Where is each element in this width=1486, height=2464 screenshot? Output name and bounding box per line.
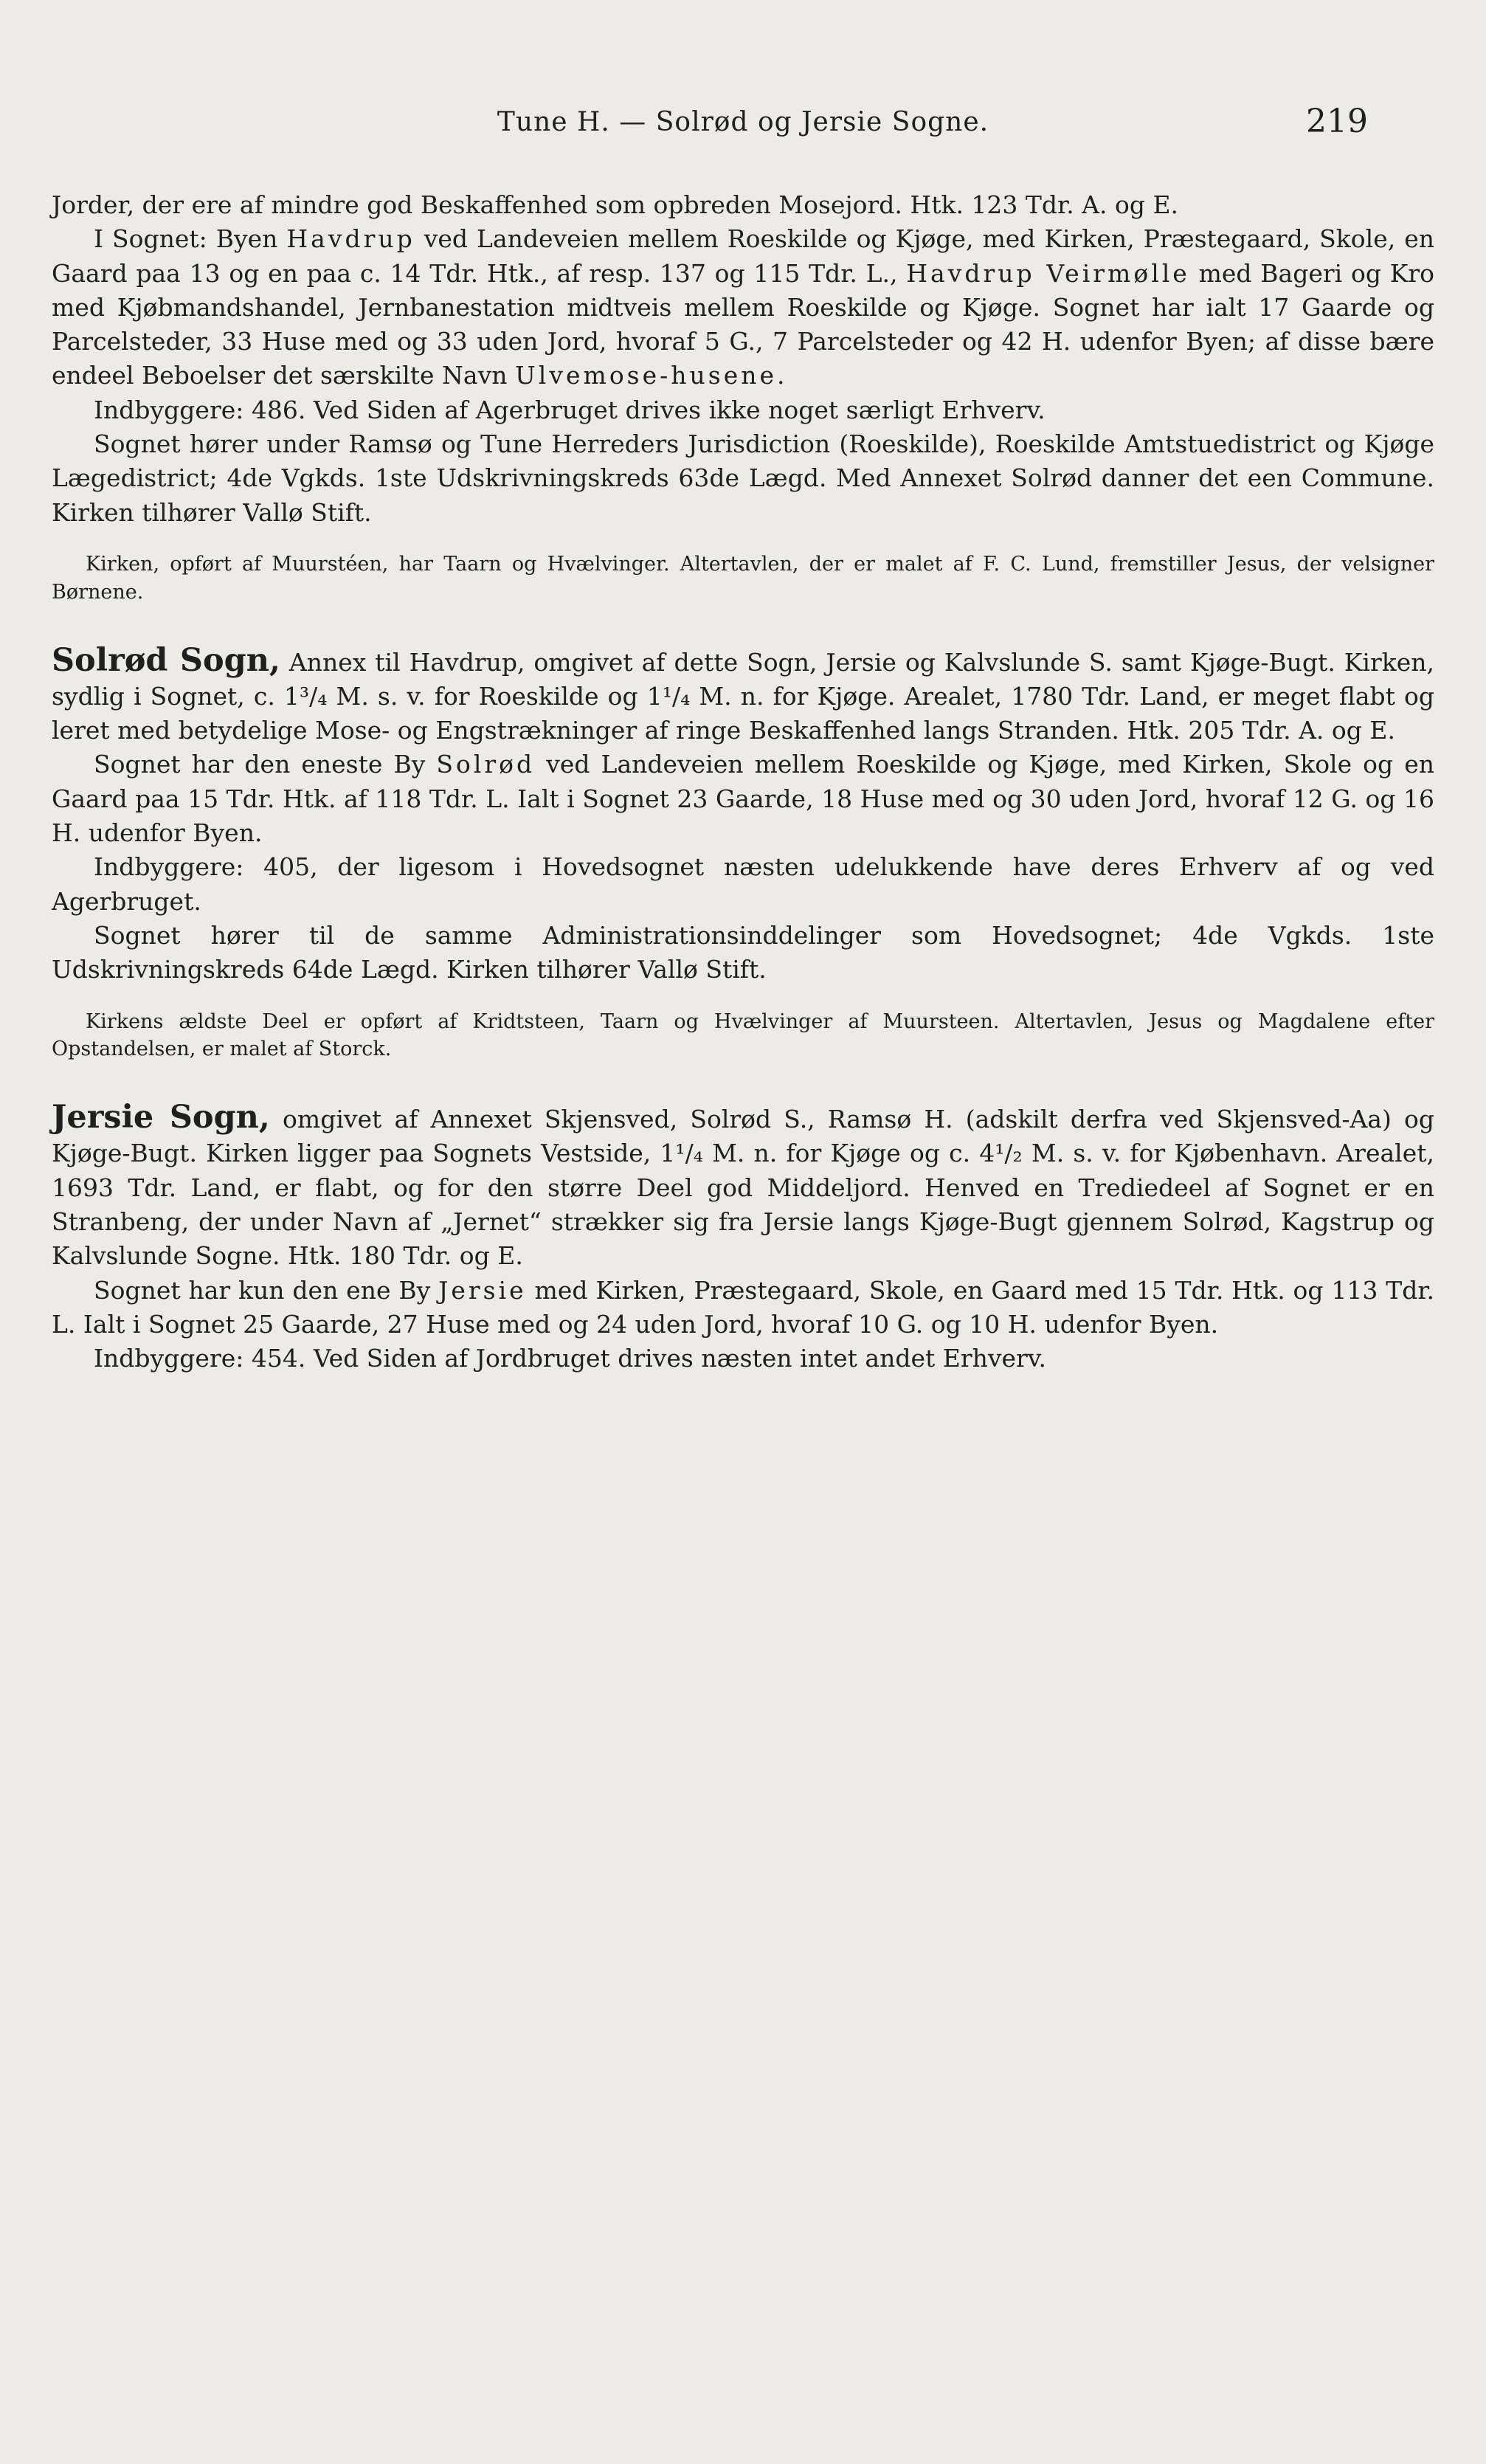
paragraph: Jorder, der ere af mindre god Beskaffenhed som opbreden Mosejord. Htk. 123 Tdr. A. og E. (52, 190, 1179, 219)
paragraph (52, 643, 1434, 748)
text-run: med Bageri og Kro med Kjøbmandshandel, Jernbanestation midtveis mellem Roeskilde og Kjøge. Sognet har ialt 17 Gaarde og Parcelsteder, 33 Huse med og 33 uden Jord, hvoraf 5 G., 7 Parcelsteder og 42 H. udenfor Byen; af disse bære endeel Beboelser det særskilte Navn (52, 258, 1434, 390)
church-note (52, 1008, 1434, 1064)
text-run: Sognet har kun den ene By (94, 1275, 439, 1305)
note-text: Kirken, opført af Muurstéen, har Taarn og Hvælvinger. Altertavlen, der er malet af F. C. Lund, fremstiller Jesus, der velsigner Børnene. (52, 552, 1434, 604)
paragraph: Indbyggere: 486. Ved Siden af Agerbruget drives ikke noget særligt Erhverv. (94, 395, 1046, 424)
paragraph (52, 748, 1434, 850)
text-run: ved Landeveien mellem Roeskilde og Kjøge, med Kirken, Skole og en Gaard paa 15 Tdr. Htk. af 118 Tdr. L. Ialt i Sognet 23 Gaarde, 18 Huse med og 30 uden Jord, hvoraf 12 G. og 16 H. udenfor Byen. (52, 750, 1434, 848)
note-text: Kirkens ældste Deel er opført af Kridtsteen, Taarn og Hvælvinger af Muursteen. Altertavlen, Jesus og Magdalene efter Opstandelsen, er malet af Storck. (52, 1010, 1434, 1061)
church-note (52, 551, 1434, 607)
solrod-section (52, 643, 1434, 987)
paragraph (52, 1274, 1434, 1342)
text-run: ved Landeveien mellem Roeskilde og Kjøge, med Kirken, Præstegaard, Skole, en Gaard paa 13 og en paa c. 14 Tdr. Htk., af resp. 137 og 115 Tdr. L., (52, 224, 1434, 288)
page-body (52, 188, 1434, 1376)
place-name: Solrød (436, 750, 536, 779)
text-run: omgivet af Annexet Skjensved, Solrød S., Ramsø H. (adskilt derfra ved Skjensved-Aa) og Kjøge-Bugt. Kirken ligger paa Sognets Vestside, 1¹/₄ M. n. for Kjøge og c. 4¹/₂ M. s. v. for Kjøbenhavn. Arealet, 1693 Tdr. Land, er flabt, og for den større Deel god Middeljord. Henved en Trediedeel af Sognet er en Stranbeng, der under Navn af „Jernet“ strækker sig fra Jersie langs Kjøge-Bugt gjennem Solrød, Kagstrup og Kalvslunde Sogne. Htk. 180 Tdr. og E. (52, 1105, 1434, 1271)
paragraph (52, 222, 1434, 393)
running-title: Tune H. — Solrød og Jersie Sogne. (497, 107, 989, 137)
paragraph: Indbyggere: 405, der ligesom i Hovedsognet næsten udelukkende have deres Erhverv af og ved Agerbruget. (52, 852, 1434, 916)
text-run: Annex til Havdrup, omgivet af dette Sogn, Jersie og Kalvslunde S. samt Kjøge-Bugt. Kirken, sydlig i Sognet, c. 1³/₄ M. s. v. for Roeskilde og 1¹/₄ M. n. for Kjøge. Arealet, 1780 Tdr. Land, er meget flabt og leret med betydelige Mose- og Engstrækninger af ringe Beskaffenhed langs Stranden. Htk. 205 Tdr. A. og E. (52, 647, 1435, 745)
jersie-section (52, 1100, 1434, 1376)
text-run: med Kirken, Præstegaard, Skole, en Gaard med 15 Tdr. Htk. og 113 Tdr. L. Ialt i Sognet 25 Gaarde, 27 Huse med og 24 uden Jord, hvoraf 10 G. og 10 H. udenfor Byen. (52, 1275, 1435, 1339)
paragraph: Sognet hører til de samme Administrationsinddelinger som Hovedsognet; 4de Vgkds. 1ste Udskrivningskreds 64de Lægd. Kirken tilhører Vallø Stift. (52, 920, 1434, 984)
paragraph: Sognet hører under Ramsø og Tune Herreders Jurisdiction (Roeskilde), Roeskilde Amtstuedistrict og Kjøge Lægedistrict; 4de Vgkds. 1ste Udskrivningskreds 63de Lægd. Med Annexet Solrød danner det een Commune. Kirken tilhører Vallø Stift. (52, 429, 1434, 527)
havdrup-section (52, 188, 1434, 530)
text-run: I Sognet: Byen (94, 224, 287, 254)
text-run: Sognet har den eneste By (94, 750, 437, 779)
place-name: Jersie (438, 1275, 527, 1305)
running-header (52, 103, 1434, 151)
paragraph (52, 1100, 1434, 1273)
section-heading: Solrød Sogn, (52, 641, 280, 679)
section-heading: Jersie Sogn, (52, 1099, 270, 1136)
place-name: Havdrup (286, 224, 415, 254)
page-number: 219 (1306, 103, 1368, 140)
place-name: Havdrup Veirmølle (906, 258, 1190, 288)
paragraph: Indbyggere: 454. Ved Siden af Jordbruget drives næsten intet andet Erhverv. (94, 1344, 1047, 1373)
place-name: Ulvemose-husene. (514, 361, 788, 390)
